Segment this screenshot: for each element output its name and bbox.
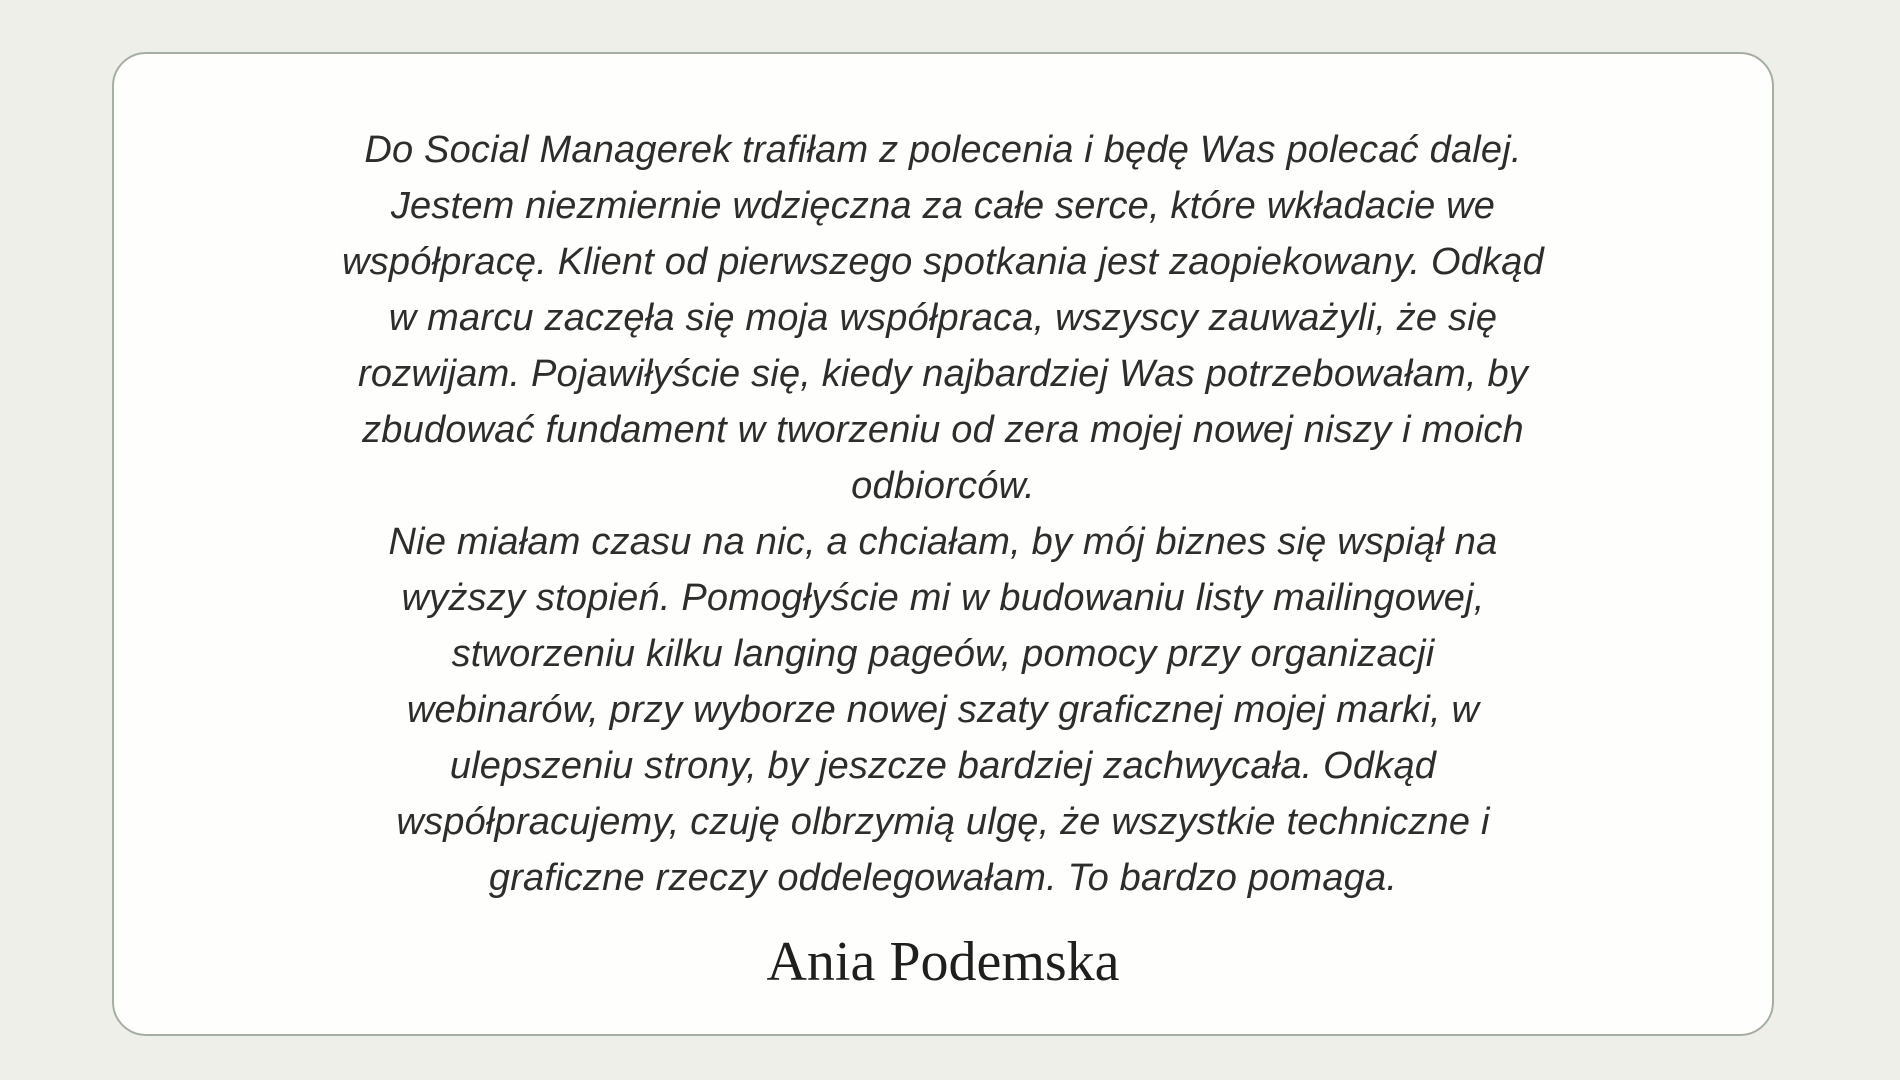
testimonial-line: Nie miałam czasu na nic, a chciałam, by mój biznes się wspiął na bbox=[388, 521, 1498, 563]
testimonial-line: w marcu zaczęła się moja współpraca, wszyscy zauważyli, że się bbox=[388, 297, 1498, 339]
testimonial-line: odbiorców. bbox=[851, 465, 1035, 507]
testimonial-line: graficzne rzeczy oddelegowałam. To bardzo pomaga. bbox=[488, 857, 1398, 899]
testimonial-line: stworzeniu kilku langing pageów, pomocy przy organizacji bbox=[451, 633, 1435, 675]
testimonial-text bbox=[342, 122, 1544, 906]
testimonial-line: ulepszeniu strony, by jeszcze bardziej zachwycała. Odkąd bbox=[449, 745, 1437, 787]
testimonial-author: Ania Podemska bbox=[766, 931, 1120, 993]
testimonial-line: rozwijam. Pojawiłyście się, kiedy najbardziej Was potrzebowałam, by bbox=[357, 353, 1529, 395]
testimonial-line: współpracujemy, czuję olbrzymią ulgę, że wszystkie techniczne i bbox=[396, 801, 1490, 843]
testimonial-line: webinarów, przy wyborze nowej szaty graficznej mojej marki, w bbox=[406, 689, 1480, 731]
testimonial-line: Jestem niezmiernie wdzięczna za całe serce, które wkładacie we bbox=[390, 185, 1496, 227]
testimonial-card bbox=[112, 52, 1774, 1036]
testimonial-line: współpracę. Klient od pierwszego spotkania jest zaopiekowany. Odkąd bbox=[342, 241, 1544, 283]
testimonial-line: zbudować fundament w tworzeniu od zera mojej nowej niszy i moich bbox=[362, 409, 1524, 451]
testimonial-line: wyższy stopień. Pomogłyście mi w budowaniu listy mailingowej, bbox=[401, 577, 1485, 619]
testimonial-line: Do Social Managerek trafiłam z polecenia i będę Was polecać dalej. bbox=[364, 129, 1522, 171]
